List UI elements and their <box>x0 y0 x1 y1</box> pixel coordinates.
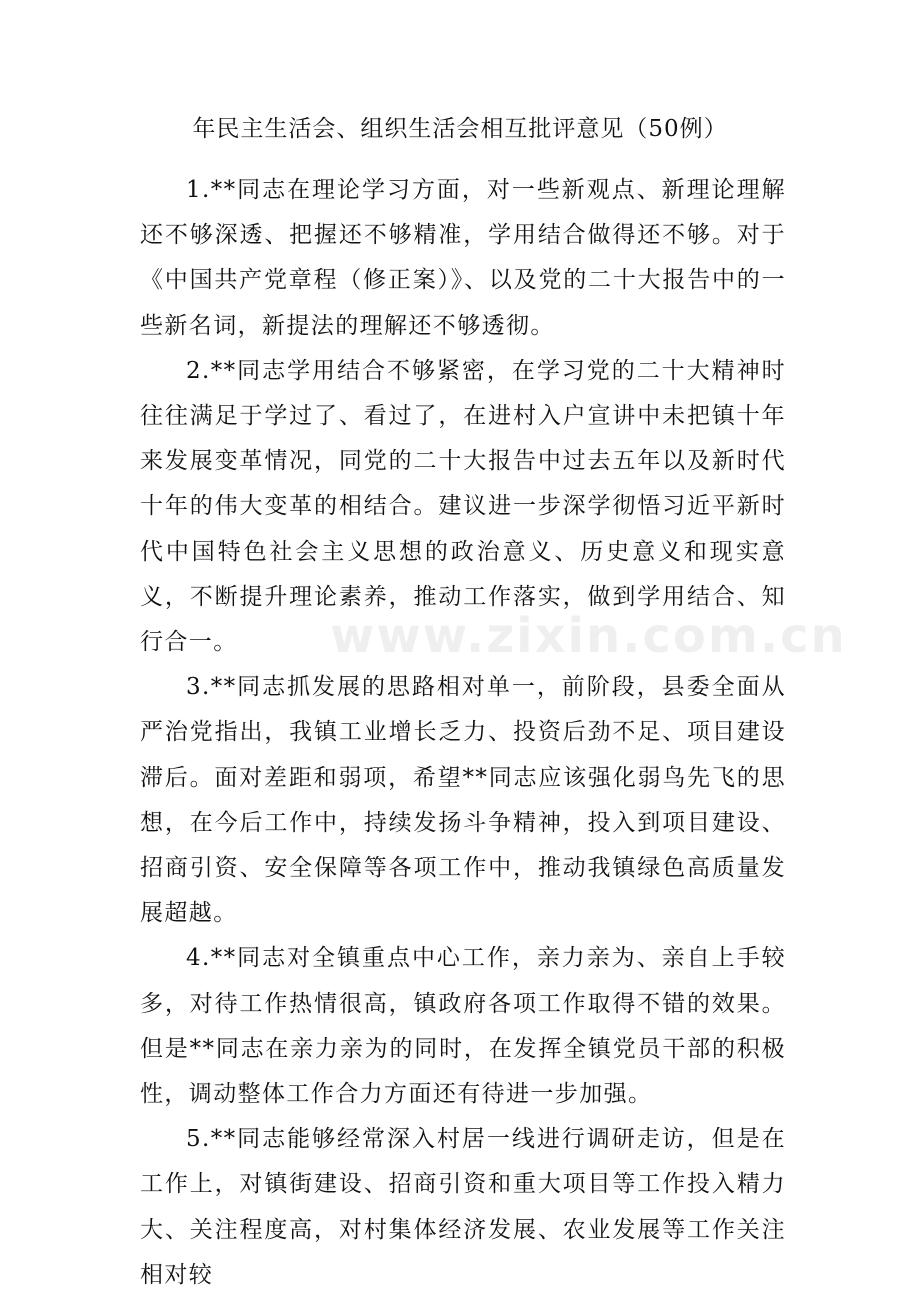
document-body <box>140 168 786 1298</box>
paragraph-4: 4.**同志对全镇重点中心工作，亲力亲为、亲自上手较多，对待工作热情很高，镇政府各项工作取得不错的效果。但是**同志在亲力亲为的同时，在发挥全镇党员干部的积极性，调动整体工作合力方面还有待进一步加强。 <box>140 945 786 1108</box>
paragraph-3: 3.**同志抓发展的思路相对单一，前阶段，县委全面从严治党指出，我镇工业增长乏力、投资后劲不足、项目建设滞后。面对差距和弱项，希望**同志应该强化弱鸟先飞的思想，在今后工作中，持续发扬斗争精神，投入到项目建设、招商引资、安全保障等各项工作中，推动我镇绿色高质量发展超越。 <box>140 674 786 927</box>
document-title: 年民主生活会、组织生活会相互批评意见（50例） <box>192 116 728 142</box>
watermark-text: www.zixin.com.cn <box>330 608 847 664</box>
paragraph-5: 5.**同志能够经常深入村居一线进行调研走访，但是在工作上，对镇街建设、招商引资和重大项目等工作投入精力大、关注程度高，对村集体经济发展、农业发展等工作关注相对较 <box>140 1126 786 1288</box>
paragraph-2: 2.**同志学用结合不够紧密，在学习党的二十大精神时往往满足于学过了、看过了，在进村入户宣讲中未把镇十年来发展变革情况，同党的二十大报告中过去五年以及新时代十年的伟大变革的相结合。建议进一步深学彻悟习近平新时代中国特色社会主义思想的政治意义、历史意义和现实意义，不断提升理论素养，推动工作落实，做到学用结合、知行合一。 <box>140 357 786 656</box>
paragraph-1: 1.**同志在理论学习方面，对一些新观点、新理论理解还不够深透、把握还不够精准，学用结合做得还不够。对于《中国共产党章程（修正案）》、以及党的二十大报告中的一些新名词，新提法的理解还不够透彻。 <box>140 177 786 339</box>
